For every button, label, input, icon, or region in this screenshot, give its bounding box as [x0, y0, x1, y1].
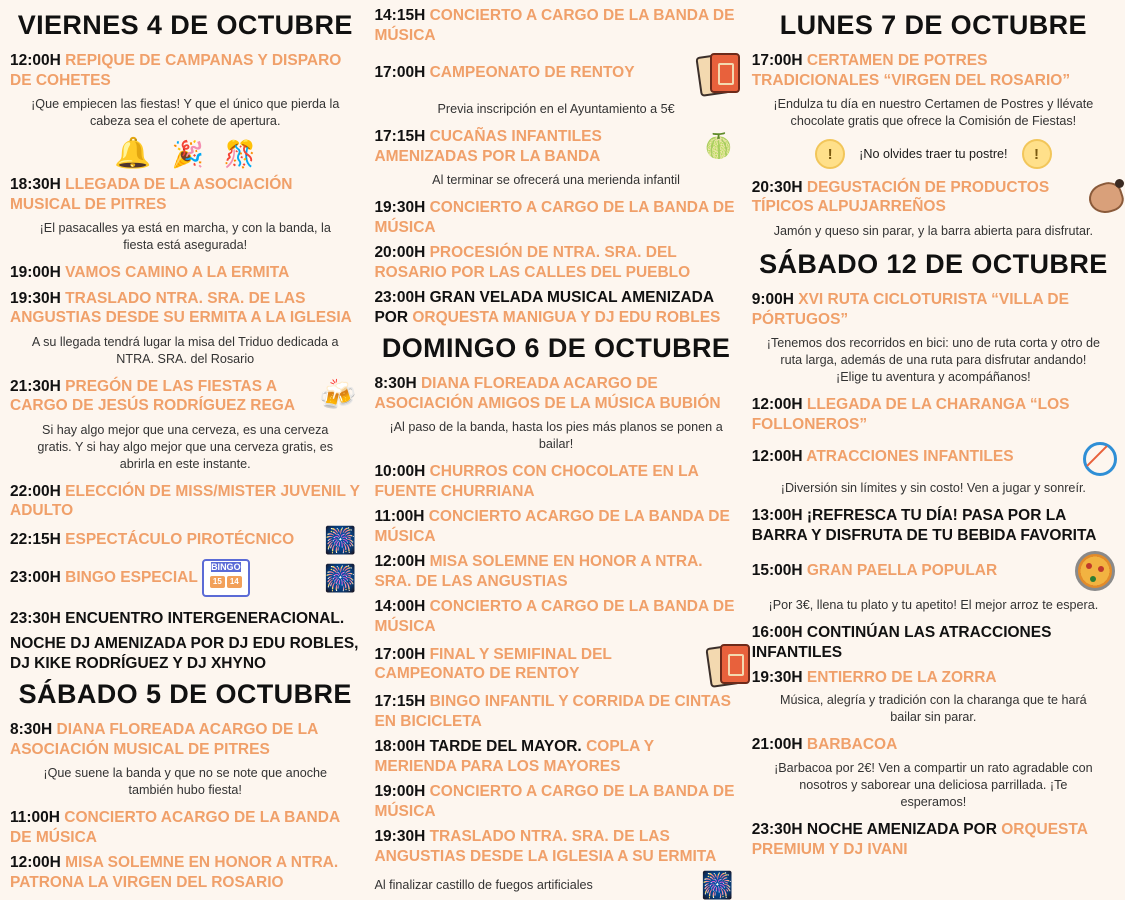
event-item	[374, 127, 737, 166]
event-title: ESPECTÁCULO PIROTÉCNICO	[65, 530, 295, 548]
event-time: 17:00H	[374, 64, 426, 82]
event-time: 11:00H	[10, 809, 60, 827]
firework-icon: 🎆	[701, 870, 734, 900]
event-title: CONCIERTO A CARGO DE LA BANDA DE MÚSICA	[374, 199, 735, 236]
event-title: ¡REFRESCA TU DÍA! PASA POR LA BARRA Y DISFRUTA DE TU BEBIDA FAVORITA	[751, 507, 1097, 544]
event-item	[374, 51, 737, 95]
event-title: CONTINÚAN LAS ATRACCIONES INFANTILES	[751, 624, 1052, 661]
melon-slice-icon: 🍈	[703, 132, 734, 160]
event-time: 12:00H	[374, 553, 426, 571]
event-item	[752, 395, 1115, 434]
paella-pan-icon	[1075, 551, 1115, 591]
event-title: VAMOS CAMINO A LA ERMITA	[65, 264, 290, 282]
event-item	[10, 175, 360, 214]
event-title: CAMPEONATO DE RENTOY	[429, 64, 635, 82]
event-time: 12:00H	[751, 448, 803, 466]
event-title: NOCHE DJ AMENIZADA POR DJ EDU ROBLES, DJ KIKE RODRÍGUEZ Y DJ XHYNO	[10, 635, 359, 672]
event-item	[10, 808, 360, 847]
event-time: 20:00H	[374, 244, 426, 262]
warning-icon: !	[815, 139, 845, 169]
event-time: 23:30H	[10, 609, 61, 627]
event-time: 12:00H	[10, 52, 61, 69]
event-item	[752, 820, 1115, 859]
event-note: ¡El pasacalles ya está en marcha, y con la banda, la fiesta está asegurada!	[39, 221, 331, 253]
event-item	[752, 735, 1115, 755]
event-note: ¡Que suene la banda y que no se note que anoche también hubo fiesta!	[43, 766, 328, 798]
event-title: MISA SOLEMNE EN HONOR A NTRA. SRA. DE LAS ANGUSTIAS	[374, 553, 703, 590]
icon-row	[10, 139, 360, 169]
event-time: 19:00H	[374, 783, 426, 801]
event-time: 21:30H	[10, 377, 61, 395]
event-time: 17:00H	[751, 52, 803, 69]
event-item	[374, 642, 737, 686]
event-time: 9:00H	[751, 291, 794, 309]
event-note: ¡Endulza tu día en nuestro Certamen de Postres y llévate chocolate gratis que ofrece la Comisión de Fiestas!	[773, 97, 1094, 129]
event-title: BARBACOA	[806, 735, 898, 753]
column-left	[10, 6, 360, 891]
event-item	[374, 827, 737, 866]
event-title: XVI RUTA CICLOTURISTA “VILLA DE PÓRTUGOS”	[751, 291, 1069, 328]
event-title: DEGUSTACIÓN DE PRODUCTOS TÍPICOS ALPUJARREÑOS	[751, 178, 1050, 216]
event-item	[752, 440, 1115, 474]
event-title: TRASLADO NTRA. SRA. DE LAS ANGUSTIAS DESDE LA IGLESIA A SU ERMITA	[374, 828, 717, 865]
event-time: 17:15H	[374, 693, 426, 711]
event-note: ¡Al paso de la banda, hasta los pies más planos se ponen a bailar!	[389, 420, 723, 452]
event-title: CHURROS CON CHOCOLATE EN LA FUENTE CHURRIANA	[374, 463, 699, 500]
event-title: FINAL Y SEMIFINAL DEL CAMPEONATO DE RENTOY	[374, 645, 612, 683]
event-note: Previa inscripción en el Ayuntamiento a 5€	[437, 102, 675, 117]
event-item	[10, 609, 360, 629]
event-item	[374, 737, 737, 776]
event-time: 23:00H	[10, 568, 61, 586]
event-item	[752, 506, 1115, 545]
event-title: ATRACCIONES INFANTILES	[806, 448, 1014, 466]
event-title: TRASLADO NTRA. SRA. DE LAS ANGUSTIAS DESDE SU ERMITA A LA IGLESIA	[10, 289, 352, 327]
event-time: 18:00H	[374, 738, 426, 756]
day-heading-domingo-6: DOMINGO 6 DE OCTUBRE	[381, 333, 731, 364]
day-heading-sabado-12: SÁBADO 12 DE OCTUBRE	[759, 249, 1108, 280]
event-title: CONCIERTO A CARGO DE LA BANDA DE MÚSICA	[374, 598, 735, 635]
playing-cards-icon	[708, 642, 738, 686]
bingo-card-label: BINGO	[211, 561, 241, 572]
party-popper-icon: 🎉	[171, 139, 204, 170]
event-time: 22:15H	[10, 530, 61, 548]
event-title: ELECCIÓN DE MISS/MISTER JUVENIL Y ADULTO	[10, 482, 360, 520]
event-item	[10, 853, 360, 892]
event-time: 8:30H	[374, 375, 417, 393]
event-item	[10, 482, 360, 521]
event-time: 15:00H	[751, 562, 803, 580]
bingo-card-icon	[202, 559, 250, 597]
event-note-row	[374, 872, 737, 898]
event-title: PREGÓN DE LAS FIESTAS A CARGO DE JESÚS RODRÍGUEZ REGA	[10, 377, 296, 415]
event-title: TARDE DEL MAYOR.	[429, 738, 582, 756]
event-note: ¡Diversión sin límites y sin costo! Ven a jugar y sonreír.	[780, 481, 1086, 496]
warning-text: ¡No olvides traer tu postre!	[859, 147, 1008, 162]
event-title: GRAN VELADA MUSICAL AMENIZADA POR	[374, 289, 714, 326]
event-title: BINGO INFANTIL Y CORRIDA DE CINTAS EN BICICLETA	[374, 693, 732, 730]
event-time: 12:00H	[751, 396, 803, 414]
event-item	[10, 263, 360, 283]
event-item	[752, 623, 1115, 662]
event-time: 23:00H	[374, 289, 426, 307]
event-title-highlight: COPLA Y MERIENDA PARA LOS MAYORES	[374, 738, 654, 775]
event-item	[374, 243, 737, 282]
event-item	[374, 374, 737, 413]
event-title: DIANA FLOREADA ACARGO DE LA ASOCIACIÓN MUSICAL DE PITRES	[10, 721, 318, 758]
event-time: 11:00H	[374, 508, 425, 526]
event-title: BINGO ESPECIAL	[65, 568, 198, 586]
event-title: LLEGADA DE LA ASOCIACIÓN MUSICAL DE PITRES	[10, 176, 293, 213]
event-title: PROCESIÓN DE NTRA. SRA. DEL ROSARIO POR LAS CALLES DEL PUEBLO	[374, 244, 691, 281]
event-title: CUCAÑAS INFANTILES AMENIZADAS POR LA BANDA	[374, 128, 602, 165]
event-time: 19:30H	[751, 669, 803, 687]
event-item	[10, 720, 360, 759]
event-title: REPIQUE DE CAMPANAS Y DISPARO DE COHETES	[10, 52, 342, 89]
event-time: 13:00H	[751, 507, 803, 525]
day-heading-lunes-7: LUNES 7 DE OCTUBRE	[779, 10, 1087, 40]
event-time: 8:30H	[10, 721, 53, 739]
event-time: 23:30H	[751, 821, 803, 839]
event-title: LLEGADA DE LA CHARANGA “LOS FOLLONEROS”	[751, 396, 1070, 433]
event-item	[752, 177, 1115, 217]
ham-leg-icon	[1085, 177, 1115, 217]
event-time: 17:00H	[374, 645, 426, 663]
event-title: DIANA FLOREADA ACARGO DE ASOCIACIÓN AMIGOS DE LA MÚSICA BUBIÓN	[374, 375, 721, 412]
event-item	[10, 559, 360, 597]
event-note: ¡Barbacoa por 2€! Ven a compartir un rato agradable con nosotros y saborear una deliciosa parrillada. ¡Te esperamos!	[774, 761, 1093, 810]
event-note: Al terminar se ofrecerá una merienda infantil	[432, 173, 680, 188]
event-time: 19:30H	[374, 828, 426, 846]
bell-icon: 🔔	[114, 137, 152, 171]
firework-icon: 🎊	[223, 139, 257, 170]
column-middle	[374, 6, 737, 900]
ferris-wheel-icon	[1081, 440, 1115, 474]
firework-icon: 🎆	[324, 562, 357, 593]
event-time: 20:30H	[751, 178, 803, 196]
event-item	[10, 289, 360, 328]
event-time: 12:00H	[10, 854, 61, 872]
event-title: NOCHE AMENIZADA POR	[806, 821, 1002, 839]
event-title: CONCIERTO A CARGO DE LA BANDA DE MÚSICA	[374, 783, 735, 820]
event-time: 19:30H	[10, 289, 61, 307]
event-time: 14:15H	[374, 7, 426, 24]
event-title: CONCIERTO ACARGO DE LA BANDA DE MÚSICA	[374, 508, 730, 545]
event-time: 18:30H	[10, 176, 61, 194]
playing-cards-icon	[698, 51, 738, 95]
event-item	[10, 51, 360, 90]
event-time: 21:00H	[751, 735, 803, 753]
event-time: 17:15H	[374, 128, 426, 146]
event-title: ENTIERRO DE LA ZORRA	[806, 669, 997, 687]
event-item	[374, 597, 737, 636]
event-item	[374, 782, 737, 821]
firework-icon: 🎆	[324, 524, 357, 555]
beer-mugs-icon: 🍻	[319, 379, 357, 413]
event-title: CONCIERTO ACARGO DE LA BANDA DE MÚSICA	[10, 809, 340, 846]
event-item	[752, 668, 1115, 688]
event-time: 10:00H	[374, 463, 426, 481]
event-time: 22:00H	[10, 482, 61, 500]
warning-icon: !	[1022, 139, 1052, 169]
event-item	[374, 692, 737, 731]
event-item	[752, 51, 1115, 90]
event-title-highlight: ORQUESTA MANIGUA Y DJ EDU ROBLES	[412, 308, 721, 326]
event-note: ¡Tenemos dos recorridos en bici: uno de ruta corta y otro de ruta larga, además de una ruta para disfrutar andando! ¡Elige tu aventura y acompáñanos!	[766, 336, 1100, 385]
event-item	[752, 551, 1115, 591]
event-item	[10, 377, 360, 416]
event-title: MISA SOLEMNE EN HONOR A NTRA. PATRONA LA VIRGEN DEL ROSARIO	[10, 854, 339, 891]
event-item	[374, 198, 737, 237]
event-title: ENCUENTRO INTERGENERACIONAL.	[65, 609, 345, 627]
event-note: ¡Por 3€, llena tu plato y tu apetito! El mejor arroz te espera.	[768, 598, 1099, 613]
event-item	[374, 507, 737, 546]
event-item	[374, 552, 737, 591]
event-title: CERTAMEN DE POTRES TRADICIONALES “VIRGEN DEL ROSARIO”	[751, 52, 1071, 89]
bingo-number: 15	[210, 576, 225, 588]
day-heading-sabado-5: SÁBADO 5 DE OCTUBRE	[18, 679, 352, 710]
event-note: Si hay algo mejor que una cerveza, es una cerveza gratis. Y si hay algo mejor que una cerveza gratis, es abrirla en este instante.	[37, 422, 334, 471]
event-title: CONCIERTO A CARGO DE LA BANDA DE MÚSICA	[374, 7, 735, 44]
event-item	[10, 634, 360, 673]
event-note: Música, alegría y tradición con la charanga que te hará bailar sin parar.	[780, 692, 1087, 724]
event-time: 19:30H	[374, 199, 426, 217]
event-title: GRAN PAELLA POPULAR	[806, 562, 998, 580]
column-right	[751, 6, 1115, 858]
event-item	[374, 6, 737, 45]
event-title-highlight: ORQUESTA PREMIUM Y DJ IVANI	[751, 821, 1088, 858]
event-note: ¡Que empiecen las fiestas! Y que el único que pierda la cabeza sea el cohete de apertura.	[31, 97, 340, 129]
event-time: 14:00H	[374, 598, 426, 616]
day-heading-viernes-4: VIERNES 4 DE OCTUBRE	[17, 10, 353, 40]
event-time: 19:00H	[10, 264, 61, 282]
event-time: 16:00H	[751, 624, 803, 642]
event-item	[752, 290, 1115, 329]
event-note: Al finalizar castillo de fuegos artificiales	[374, 877, 593, 892]
bingo-number: 14	[227, 576, 242, 588]
event-note: A su llegada tendrá lugar la misa del Triduo dedicada a NTRA. SRA. del Rosario	[31, 334, 339, 366]
event-note: Jamón y queso sin parar, y la barra abierta para disfrutar.	[773, 224, 1093, 239]
event-item	[374, 288, 737, 327]
event-item	[374, 462, 737, 501]
warning-row	[752, 139, 1115, 169]
event-item	[10, 524, 360, 555]
